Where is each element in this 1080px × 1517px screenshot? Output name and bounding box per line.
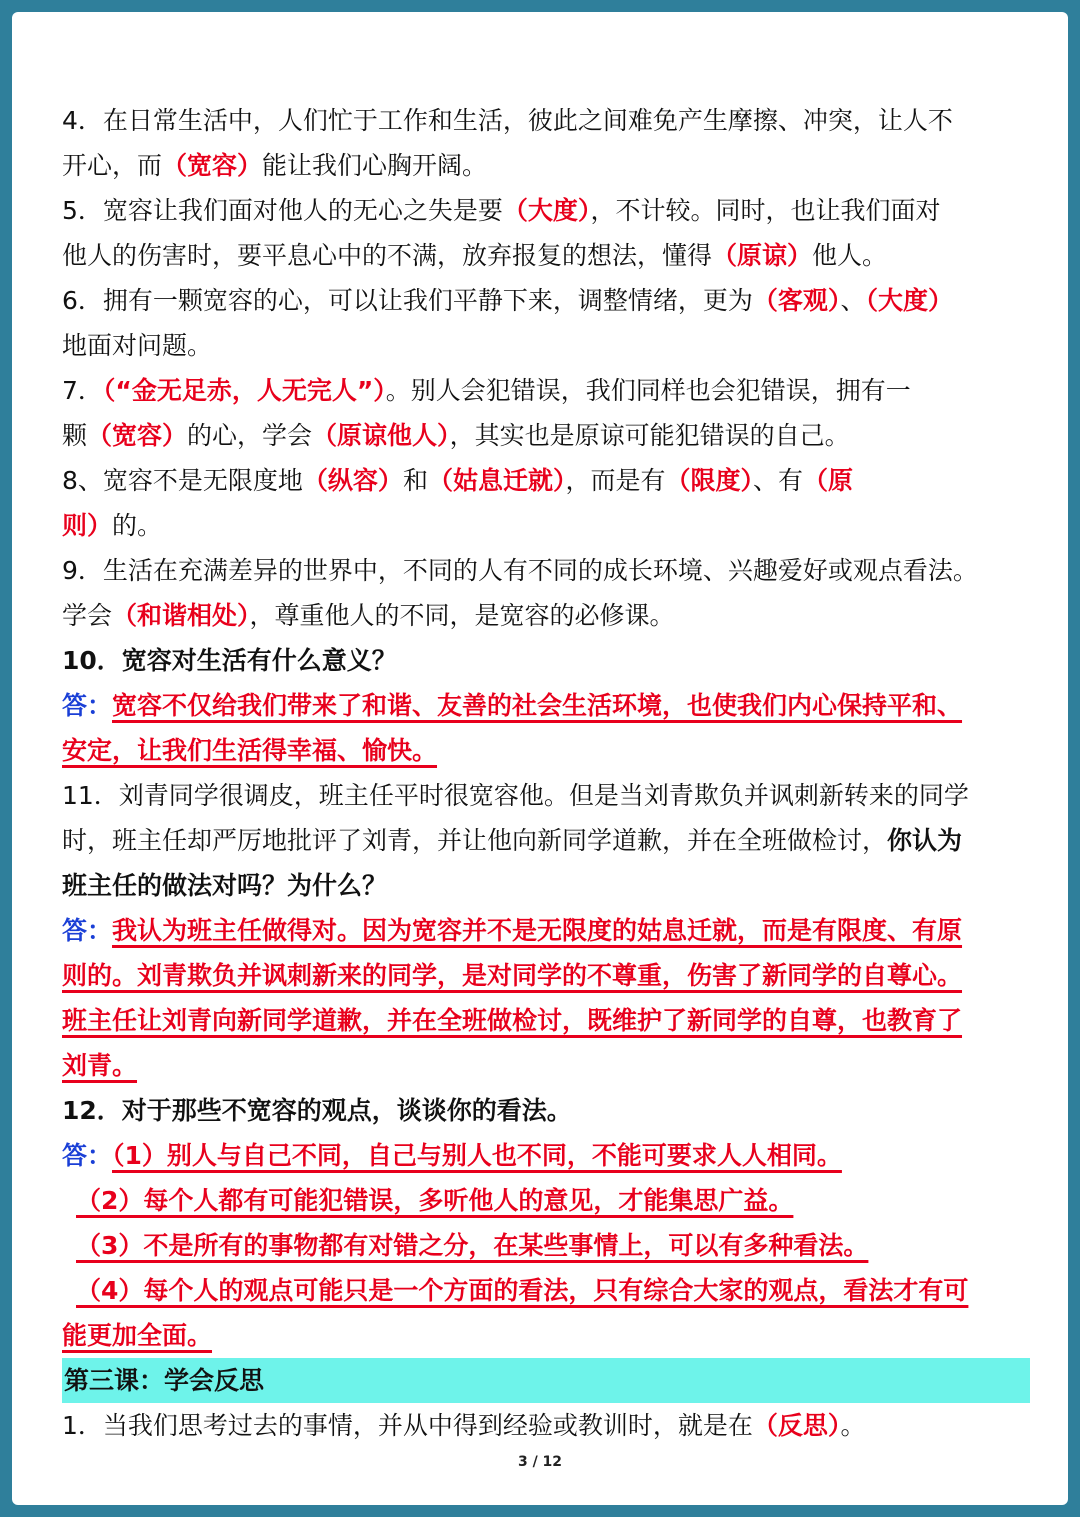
answer-label: 答： [62,1141,113,1170]
item-7-line-1: 7．（“金无足赤，人无完人”）。别人会犯错误，我们同样也会犯错误，拥有一 [62,376,911,405]
question-10: 10．宽容对生活有什么意义？ [62,646,397,675]
answer-12-line-4: （4）每个人的观点可能只是一个方面的看法，只有综合大家的观点，看法才有可 [76,1276,969,1305]
answer-10-line-2: 安定，让我们生活得幸福、愉快。 [62,736,438,765]
fill-blank: （原 [803,466,854,495]
answer-label: 答： [62,691,113,720]
fill-blank: （纵容） [302,466,403,495]
item-5-line-1: 5．宽容让我们面对他人的无心之失是要（大度），不计较。同时，也让我们面对 [62,196,941,225]
item-5-line-2: 他人的伤害时，要平息心中的不满，放弃报复的想法，懂得（原谅）他人。 [62,241,888,270]
item-6-line-2: 地面对问题。 [62,331,213,360]
answer-11-line-4: 刘青。 [62,1051,138,1080]
document-content [62,98,1030,1448]
lesson-3-item-1: 1．当我们思考过去的事情，并从中得到经验或教训时，就是在（反思）。 [62,1411,866,1440]
question-11-line-3: 班主任的做法对吗？为什么？ [62,871,388,900]
item-7-line-2: 颗（宽容）的心，学会（原谅他人），其实也是原谅可能犯错误的自己。 [62,421,850,450]
answer-12-line-3: （3）不是所有的事物都有对错之分，在某些事情上，可以有多种看法。 [76,1231,869,1260]
fill-blank: （“金无足赤，人无完人”） [102,376,386,405]
question-11-line-2: 时，班主任却严厉地批评了刘青，并让他向新同学道歉，并在全班做检讨，你认为 [62,826,963,855]
fill-blank: （和谐相处） [112,601,250,630]
item-4-line-2: 开心，而（宽容）能让我们心胸开阔。 [62,151,488,180]
answer-12-line-1: 答：（1）别人与自己不同，自己与别人也不同，不能可要求人人相同。 [62,1141,842,1170]
fill-blank: （原谅他人） [312,421,450,450]
fill-blank: （反思） [752,1411,841,1440]
fill-blank: （原谅） [712,241,813,270]
answer-10-line-1: 答：宽容不仅给我们带来了和谐、友善的社会生活环境，也使我们内心保持平和、 [62,691,963,720]
fill-blank: （大度） [865,286,953,315]
fill-blank: （宽容） [87,421,188,450]
question-12: 12．对于那些不宽容的观点，谈谈你的看法。 [62,1096,572,1125]
page-number: 3 / 12 [517,1454,563,1470]
question-11-line-1: 11．刘青同学很调皮，班主任平时很宽容他。但是当刘青欺负并讽刺新转来的同学 [62,781,969,810]
item-4-line-1: 4．在日常生活中，人们忙于工作和生活，彼此之间难免产生摩擦、冲突，让人不 [62,106,953,135]
fill-blank: （宽容） [162,151,263,180]
document-page [12,12,1068,1505]
fill-blank: （客观） [752,286,841,315]
answer-12-line-5: 能更加全面。 [62,1321,213,1350]
item-9-line-1: 9．生活在充满差异的世界中，不同的人有不同的成长环境、兴趣爱好或观点看法。 [62,556,978,585]
lesson-3-heading: 第三课：学会反思 [62,1358,1030,1403]
fill-blank: 则） [62,511,113,540]
fill-blank: （大度） [502,196,591,225]
item-8-line-2: 则）的。 [62,511,163,540]
fill-blank: （姑息迁就） [427,466,566,495]
answer-11-line-2: 则的。刘青欺负并讽刺新来的同学，是对同学的不尊重，伤害了新同学的自尊心。 [62,961,963,990]
answer-11-line-1: 答：我认为班主任做得对。因为宽容并不是无限度的姑息迁就，而是有限度、有原 [62,916,963,945]
fill-blank: （限度） [665,466,753,495]
answer-12-line-2: （2）每个人都有可能犯错误，多听他人的意见，才能集思广益。 [76,1186,794,1215]
answer-label: 答： [62,916,113,945]
answer-11-line-3: 班主任让刘青向新同学道歉，并在全班做检讨，既维护了新同学的自尊，也教育了 [62,1006,963,1035]
item-6-line-1: 6．拥有一颗宽容的心，可以让我们平静下来，调整情绪，更为（客观）、（大度） [62,286,953,315]
item-8-line-1: 8、宽容不是无限度地（纵容）和（姑息迁就），而是有（限度）、有（原 [62,466,854,495]
item-9-line-2: 学会（和谐相处），尊重他人的不同，是宽容的必修课。 [62,601,675,630]
